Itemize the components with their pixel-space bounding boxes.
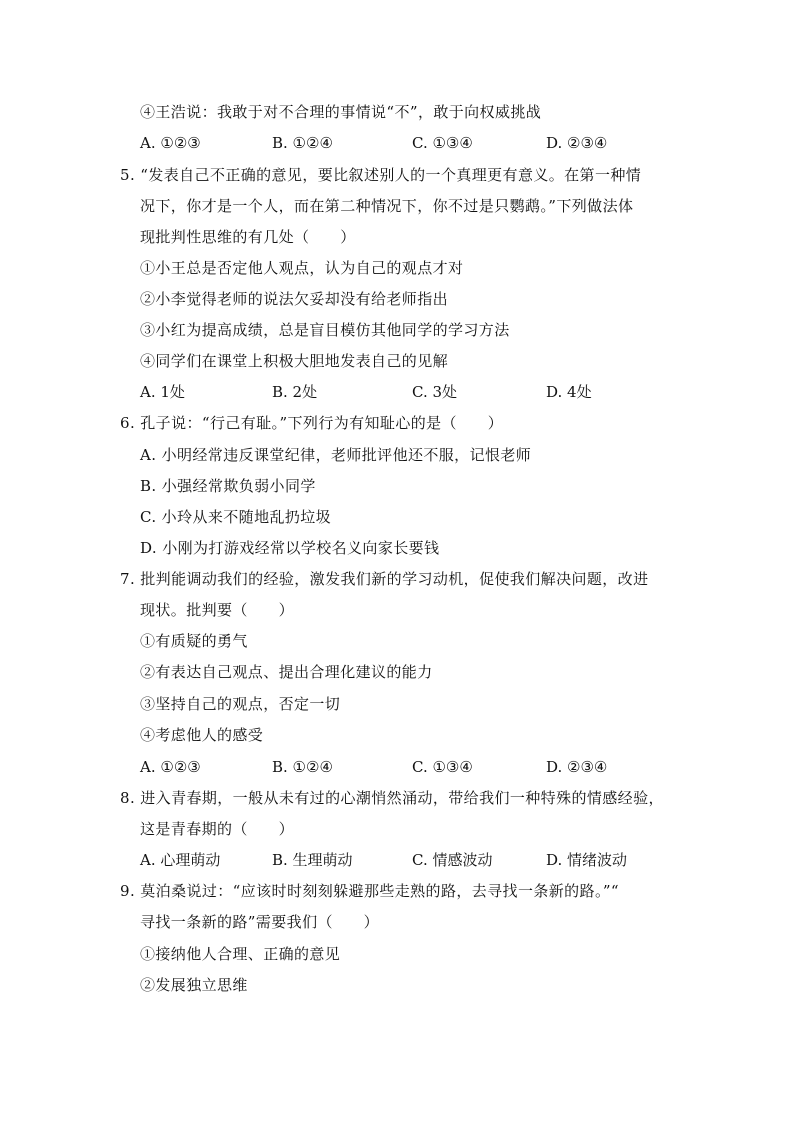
q9-statement-2: ②发展独立思维 [140,976,248,994]
q9-stem-line-1: 9. 莫泊桑说过：“应该时时刻刻躲避那些走熟的路，去寻找一条新的路。”“ [120,882,619,900]
q8-option-b: B. 生理萌动 [272,851,353,869]
q7-stem-line-2: 现状。批判要（ ） [140,601,295,619]
q9-stem-line-2: 寻找一条新的路”需要我们（ ） [140,913,380,931]
q5-option-d: D. 4处 [546,383,592,401]
q8-option-c: C. 情感波动 [412,851,493,869]
q9-statement-1: ①接纳他人合理、正确的意见 [140,945,341,963]
q6-option-b: B. 小强经常欺负弱小同学 [140,477,316,495]
q5-statement-3: ③小红为提高成绩，总是盲目模仿其他同学的学习方法 [140,321,510,339]
q7-option-c: C. ①③④ [412,758,473,776]
q5-stem-line-2: 况下，你才是一个人，而在第二种情况下，你不过是只鹦鹉。”下列做法体 [140,197,634,215]
q6-stem: 6. 孔子说：“行己有耻。”下列行为有知耻心的是（ ） [120,414,504,432]
q8-stem-line-2: 这是青春期的（ ） [140,820,295,838]
q5-option-b: B. 2处 [272,383,318,401]
q6-option-d: D. 小刚为打游戏经常以学校名义向家长要钱 [140,539,440,557]
q7-statement-4: ④考虑他人的感受 [140,726,264,744]
q8-option-d: D. 情绪波动 [546,851,628,869]
q5-option-a: A. 1处 [140,383,185,401]
q7-statement-1: ①有质疑的勇气 [140,632,248,650]
q4-option-a: A. ①②③ [140,134,201,152]
q5-statement-2: ②小李觉得老师的说法欠妥却没有给老师指出 [140,290,449,308]
q4-option-d: D. ②③④ [546,134,608,152]
q7-statement-3: ③坚持自己的观点，否定一切 [140,695,341,713]
q4-option-c: C. ①③④ [412,134,473,152]
q7-stem-line-1: 7. 批判能调动我们的经验，激发我们新的学习动机，促使我们解决问题，改进 [120,570,649,588]
q8-option-a: A. 心理萌动 [140,851,221,869]
q7-option-a: A. ①②③ [140,758,201,776]
q5-option-c: C. 3处 [412,383,458,401]
q5-statement-1: ①小王总是否定他人观点，认为自己的观点才对 [140,259,464,277]
q7-statement-2: ②有表达自己观点、提出合理化建议的能力 [140,663,433,681]
q4-statement-4: ④王浩说：我敢于对不合理的事情说“不”，敢于向权威挑战 [140,103,542,121]
q5-stem-line-3: 现批判性思维的有几处（ ） [140,228,356,246]
q4-option-b: B. ①②④ [272,134,333,152]
q6-option-a: A. 小明经常违反课堂纪律，老师批评他还不服，记恨老师 [140,446,532,464]
q5-stem-line-1: 5. “发表自己不正确的意见，要比叙述别人的一个真理更有意义。在第一种情 [120,166,642,184]
q7-option-b: B. ①②④ [272,758,333,776]
q8-stem-line-1: 8. 进入青春期，一般从未有过的心潮悄然涌动，带给我们一种特殊的情感经验， [120,789,664,807]
q5-statement-4: ④同学们在课堂上积极大胆地发表自己的见解 [140,352,449,370]
q6-option-c: C. 小玲从来不随地乱扔垃圾 [140,508,332,526]
q7-option-d: D. ②③④ [546,758,608,776]
